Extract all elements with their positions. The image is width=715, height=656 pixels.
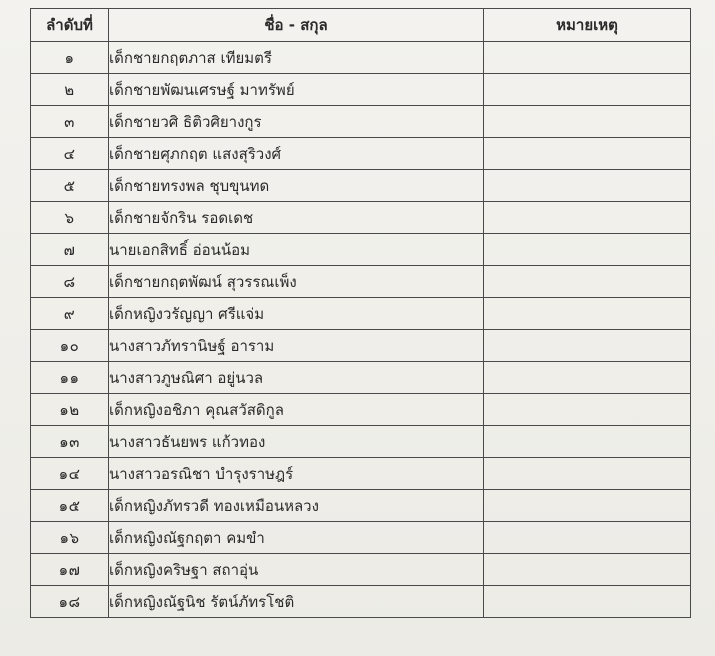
table-row	[31, 234, 691, 266]
table-row	[31, 554, 691, 586]
row-remark	[484, 554, 691, 586]
header-order-number: ลำดับที่	[31, 9, 109, 42]
row-name: เด็กชายวศิ ธิติวศิยางกูร	[109, 106, 484, 138]
row-number: ๑๓	[31, 426, 109, 458]
table-row	[31, 106, 691, 138]
row-number: ๑	[31, 42, 109, 74]
row-name: เด็กหญิงภัทรวดี ทองเหมือนหลวง	[109, 490, 484, 522]
table-row	[31, 394, 691, 426]
header-remarks: หมายเหตุ	[484, 9, 691, 42]
row-remark	[484, 170, 691, 202]
row-name: เด็กหญิงณัฐนิช รัตน์ภัทรโชติ	[109, 586, 484, 618]
row-name: เด็กชายพัฒนเศรษฐ์ มาทรัพย์	[109, 74, 484, 106]
row-number: ๗	[31, 234, 109, 266]
row-name: เด็กชายศุภกฤต แสงสุริวงศ์	[109, 138, 484, 170]
table-row	[31, 586, 691, 618]
row-number: ๑๔	[31, 458, 109, 490]
row-name: เด็กหญิงณัฐกฤตา คมขำ	[109, 522, 484, 554]
row-number: ๑๕	[31, 490, 109, 522]
row-remark	[484, 42, 691, 74]
table-row	[31, 522, 691, 554]
table-row	[31, 458, 691, 490]
table-row	[31, 330, 691, 362]
row-remark	[484, 394, 691, 426]
row-number: ๔	[31, 138, 109, 170]
row-remark	[484, 586, 691, 618]
row-remark	[484, 330, 691, 362]
row-remark	[484, 266, 691, 298]
table-row	[31, 202, 691, 234]
row-name: เด็กชายทรงพล ชุบขุนทด	[109, 170, 484, 202]
table-row	[31, 170, 691, 202]
row-remark	[484, 202, 691, 234]
table-row	[31, 42, 691, 74]
row-number: ๙	[31, 298, 109, 330]
row-number: ๑๗	[31, 554, 109, 586]
row-name: นางสาวภัทรานิษฐ์ อาราม	[109, 330, 484, 362]
row-remark	[484, 458, 691, 490]
row-remark	[484, 490, 691, 522]
row-number: ๑๒	[31, 394, 109, 426]
row-number: ๑๖	[31, 522, 109, 554]
row-number: ๑๘	[31, 586, 109, 618]
header-full-name: ชื่อ - สกุล	[109, 9, 484, 42]
row-number: ๒	[31, 74, 109, 106]
row-name: นางสาวอรณิชา บำรุงราษฎร์	[109, 458, 484, 490]
table-row	[31, 362, 691, 394]
student-roster-table	[30, 8, 691, 618]
row-name: เด็กชายกฤตภาส เทียมตรี	[109, 42, 484, 74]
table-row	[31, 426, 691, 458]
row-remark	[484, 426, 691, 458]
table-row	[31, 266, 691, 298]
row-number: ๘	[31, 266, 109, 298]
row-number: ๓	[31, 106, 109, 138]
row-remark	[484, 362, 691, 394]
row-remark	[484, 138, 691, 170]
row-number: ๑๑	[31, 362, 109, 394]
table-row	[31, 298, 691, 330]
header-row	[31, 9, 691, 42]
row-name: เด็กหญิงอชิภา คุณสวัสดิกูล	[109, 394, 484, 426]
row-name: เด็กชายจักริน รอดเดช	[109, 202, 484, 234]
row-name: นางสาวธันยพร แก้วทอง	[109, 426, 484, 458]
table-row	[31, 138, 691, 170]
row-remark	[484, 298, 691, 330]
row-name: เด็กชายกฤตพัฒน์ สุวรรณเพ็ง	[109, 266, 484, 298]
row-remark	[484, 74, 691, 106]
row-name: เด็กหญิงวรัญญา ศรีแจ่ม	[109, 298, 484, 330]
row-remark	[484, 234, 691, 266]
row-name: เด็กหญิงคริษฐา สถาอุ่น	[109, 554, 484, 586]
table-row	[31, 490, 691, 522]
row-remark	[484, 522, 691, 554]
row-remark	[484, 106, 691, 138]
row-number: ๕	[31, 170, 109, 202]
table-row	[31, 74, 691, 106]
row-number: ๑๐	[31, 330, 109, 362]
row-name: นางสาวภูษณิศา อยู่นวล	[109, 362, 484, 394]
row-name: นายเอกสิทธิ์ อ่อนน้อม	[109, 234, 484, 266]
row-number: ๖	[31, 202, 109, 234]
